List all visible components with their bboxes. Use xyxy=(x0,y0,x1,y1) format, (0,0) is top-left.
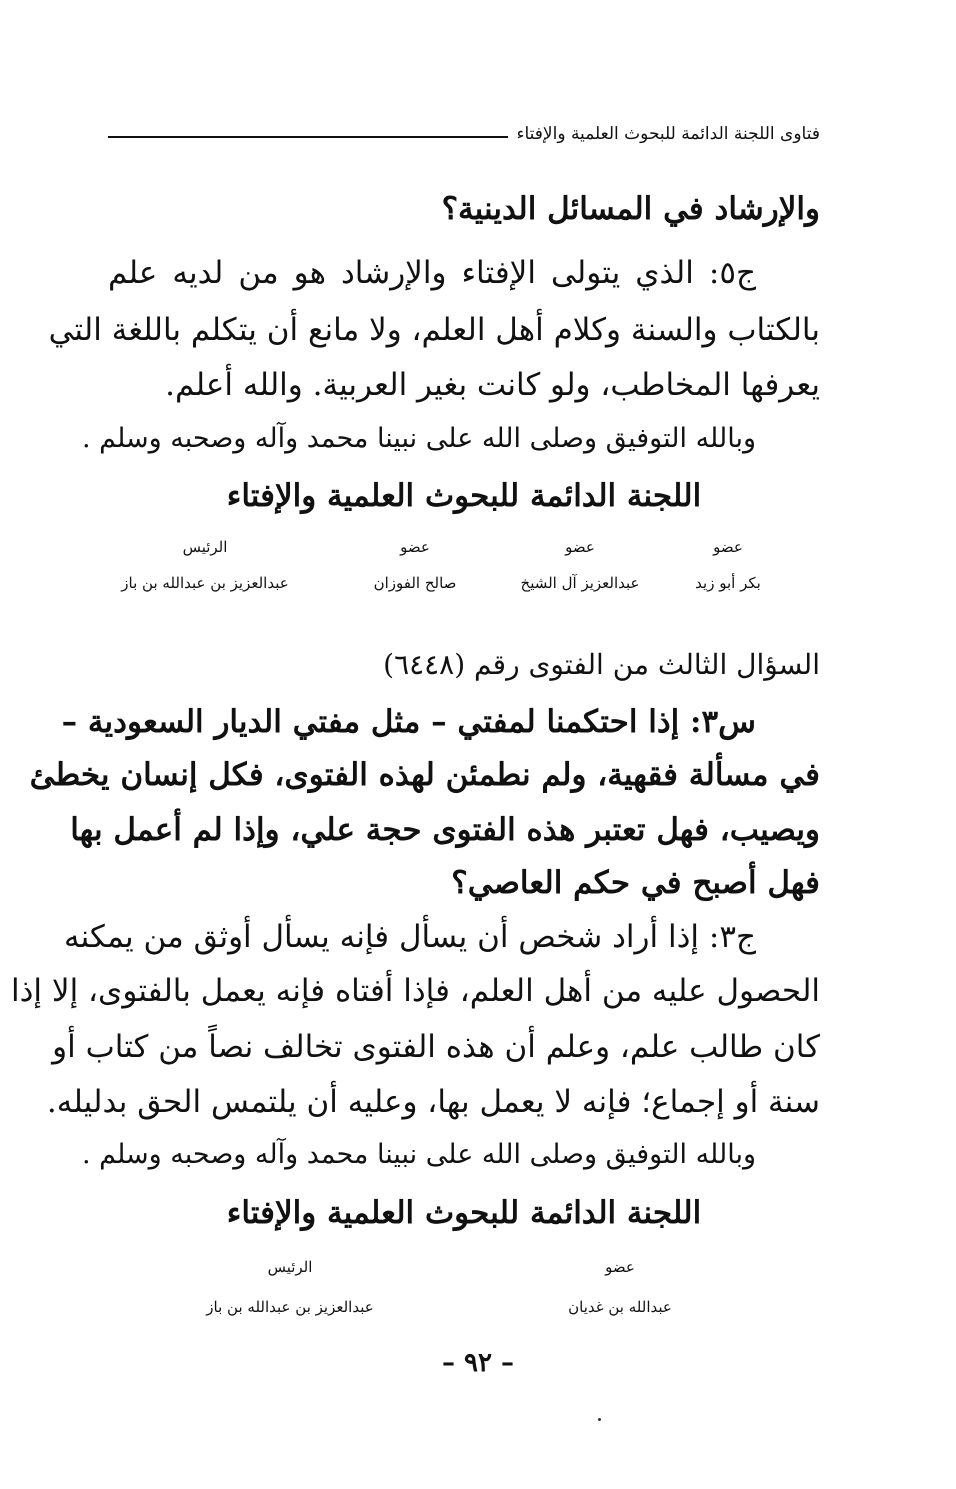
committee2-chairman-role: الرئيس xyxy=(267,1258,313,1276)
question3-line2: في مسألة فقهية، ولم نطمئن لهذه الفتوى، فكل إنسان يخطئ xyxy=(29,757,820,793)
committee1-chairman-role: الرئيس xyxy=(182,538,228,556)
answer5-line1: والإرشاد في المسائل الدينية؟ xyxy=(441,191,820,227)
answer3-line3: كان طالب علم، وعلم أن هذه الفتوى تخالف نصاً من كتاب أو xyxy=(52,1029,820,1065)
question3-reference: السؤال الثالث من الفتوى رقم (٦٤٤٨) xyxy=(383,648,820,681)
committee2-member1-name: عبدالله بن غديان xyxy=(568,1298,672,1316)
question3-line1: س٣: إذا احتكمنا لمفتي – مثل مفتي الديار السعودية – xyxy=(61,704,756,740)
answer5-closing: وبالله التوفيق وصلى الله على نبينا محمد وآله وصحبه وسلم . xyxy=(81,423,756,454)
committee2-title: اللجنة الدائمة للبحوث العلمية والإفتاء xyxy=(226,1195,702,1231)
answer5-line2: ج٥: الذي يتولى الإفتاء والإرشاد هو من لديه علم xyxy=(108,255,756,291)
answer3-line1: ج٣: إذا أراد شخص أن يسأل فإنه يسأل أوثق من يمكنه xyxy=(64,919,756,955)
committee1-member3-role: عضو xyxy=(400,538,430,556)
question3-line3: ويصيب، فهل تعتبر هذه الفتوى حجة علي، وإذا لم أعمل بها xyxy=(70,812,820,848)
committee1-member2-role: عضو xyxy=(565,538,595,556)
question3-line4: فهل أصبح في حكم العاصي؟ xyxy=(451,865,820,901)
answer5-line3: بالكتاب والسنة وكلام أهل العلم، ولا مانع أن يتكلم باللغة التي xyxy=(48,312,820,348)
answer3-closing: وبالله التوفيق وصلى الله على نبينا محمد وآله وصحبه وسلم . xyxy=(81,1139,756,1170)
header-rule xyxy=(108,136,508,138)
committee1-member2-name: عبدالعزيز آل الشيخ xyxy=(520,574,640,592)
answer3-line4: سنة أو إجماع؛ فإنه لا يعمل بها، وعليه أن يلتمس الحق بدليله. xyxy=(46,1084,820,1120)
committee2-member1-role: عضو xyxy=(605,1258,635,1276)
committee1-title: اللجنة الدائمة للبحوث العلمية والإفتاء xyxy=(226,478,702,514)
committee1-member3-name: صالح الفوزان xyxy=(373,574,457,592)
committee1-member1-role: عضو xyxy=(713,538,743,556)
committee1-chairman-name: عبدالعزيز بن عبدالله بن باز xyxy=(121,574,289,592)
page-number: – ٩٢ – xyxy=(441,1348,515,1378)
committee1-member1-name: بكر أبو زيد xyxy=(695,574,761,592)
header-title: فتاوى اللجنة الدائمة للبحوث العلمية والإفتاء xyxy=(516,124,820,144)
answer3-line2: الحصول عليه من أهل العلم، فإذا أفتاه فإنه يعمل بالفتوى، إلا إذا xyxy=(11,973,820,1009)
speck-mark xyxy=(598,1418,601,1421)
committee2-chairman-name: عبدالعزيز بن عبدالله بن باز xyxy=(206,1298,374,1316)
running-header xyxy=(108,120,820,148)
answer5-line4: يعرفها المخاطب، ولو كانت بغير العربية. والله أعلم. xyxy=(165,367,820,403)
